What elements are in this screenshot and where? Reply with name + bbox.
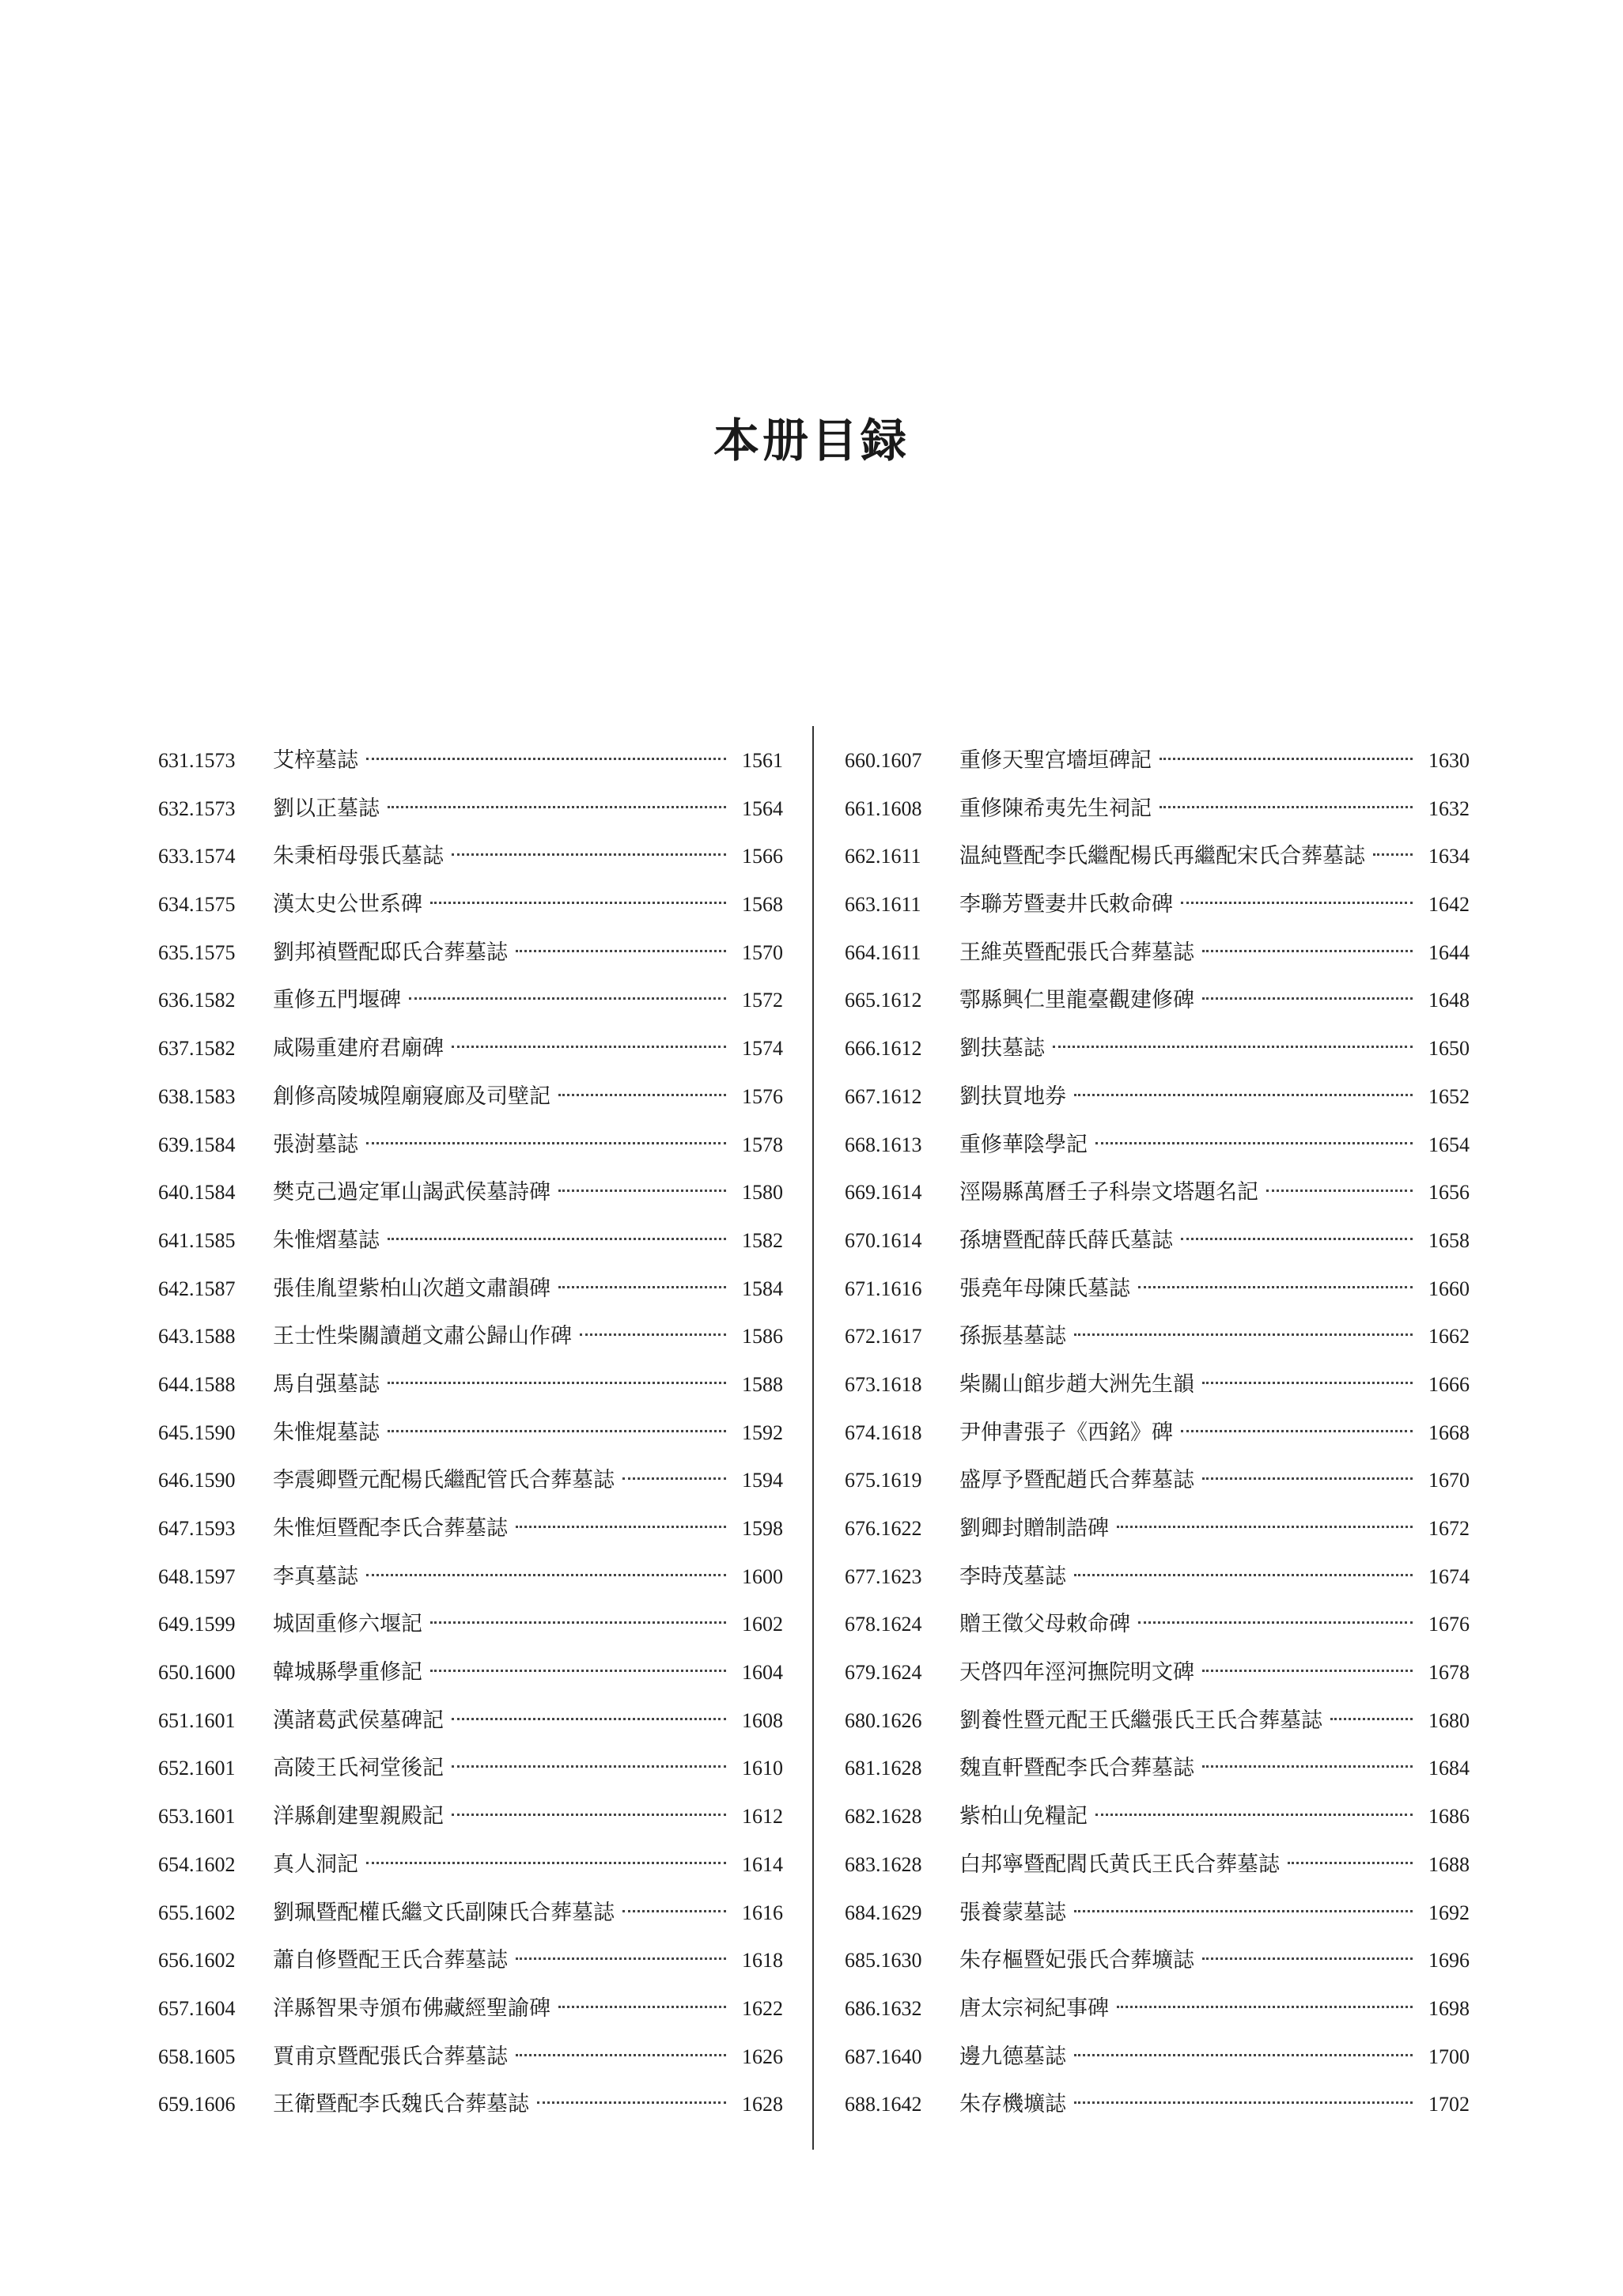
entry-page-number: 1678 bbox=[1428, 1661, 1470, 1685]
toc-entry[interactable] bbox=[158, 977, 783, 1025]
toc-entry[interactable] bbox=[158, 1361, 783, 1409]
column-divider bbox=[812, 726, 814, 2150]
entry-title: 朱存樞暨妃張氏合葬壙誌 bbox=[959, 1948, 1194, 1973]
dot-leader bbox=[516, 950, 726, 952]
entry-number: 662.1611 bbox=[845, 845, 921, 868]
toc-entry[interactable] bbox=[845, 1505, 1470, 1553]
entry-page-number: 1592 bbox=[742, 1420, 783, 1444]
entry-page-number: 1662 bbox=[1428, 1325, 1470, 1348]
entry-title: 高陵王氏祠堂後記 bbox=[273, 1756, 444, 1781]
entry-number: 676.1622 bbox=[845, 1517, 922, 1540]
entry-title: 洋縣創建聖親殿記 bbox=[273, 1804, 444, 1829]
toc-entry[interactable] bbox=[158, 1697, 783, 1746]
entry-title: 白邦寧暨配閻氏黄氏王氏合葬墓誌 bbox=[959, 1852, 1280, 1877]
entry-page-number: 1702 bbox=[1428, 2093, 1470, 2116]
entry-number: 632.1573 bbox=[158, 796, 236, 820]
entry-page-number: 1654 bbox=[1428, 1133, 1470, 1156]
dot-leader bbox=[366, 1862, 726, 1864]
entry-number: 641.1585 bbox=[158, 1228, 236, 1252]
entry-page-number: 1594 bbox=[742, 1469, 783, 1492]
toc-entry[interactable] bbox=[845, 1169, 1470, 1217]
entry-title: 邊九德墓誌 bbox=[959, 2044, 1066, 2069]
entry-number: 660.1607 bbox=[845, 749, 922, 772]
entry-number: 663.1611 bbox=[845, 893, 921, 917]
toc-left-column bbox=[158, 737, 783, 2129]
dot-leader bbox=[430, 1670, 726, 1672]
entry-page-number: 1672 bbox=[1428, 1517, 1470, 1540]
entry-title: 漢太史公世系碑 bbox=[273, 892, 422, 917]
entry-page-number: 1574 bbox=[742, 1037, 783, 1061]
entry-number: 638.1583 bbox=[158, 1084, 236, 1108]
entry-page-number: 1700 bbox=[1428, 2044, 1470, 2068]
entry-title: 尹伸書張子《西銘》碑 bbox=[959, 1420, 1173, 1445]
dot-leader bbox=[1160, 758, 1413, 760]
entry-number: 680.1626 bbox=[845, 1708, 922, 1732]
entry-title: 韓城縣學重修記 bbox=[273, 1660, 422, 1685]
entry-number: 643.1588 bbox=[158, 1325, 236, 1348]
toc-entry[interactable] bbox=[845, 1553, 1470, 1602]
dot-leader bbox=[1160, 806, 1413, 808]
dot-leader bbox=[1202, 1670, 1413, 1672]
entry-number: 648.1597 bbox=[158, 1564, 236, 1588]
dot-leader bbox=[1117, 2006, 1413, 2008]
entry-page-number: 1688 bbox=[1428, 1852, 1470, 1876]
entry-number: 666.1612 bbox=[845, 1037, 922, 1061]
toc-entry[interactable] bbox=[158, 1217, 783, 1265]
entry-page-number: 1686 bbox=[1428, 1805, 1470, 1829]
toc-entry[interactable] bbox=[845, 977, 1470, 1025]
dot-leader bbox=[452, 1046, 726, 1048]
entry-page-number: 1618 bbox=[742, 1949, 783, 1973]
dot-leader bbox=[1181, 1238, 1413, 1240]
entry-title: 柴關山館步趙大洲先生韻 bbox=[959, 1371, 1194, 1397]
toc-entry[interactable] bbox=[845, 1697, 1470, 1746]
entry-number: 679.1624 bbox=[845, 1661, 922, 1685]
toc-entry[interactable] bbox=[158, 1985, 783, 2033]
toc-entry[interactable] bbox=[845, 1025, 1470, 1073]
entry-title: 劉珮暨配權氏繼文氏副陳氏合葬墓誌 bbox=[273, 1900, 615, 1925]
dot-leader bbox=[1074, 2101, 1413, 2104]
entry-title: 朱惟焜墓誌 bbox=[273, 1420, 380, 1445]
entry-number: 645.1590 bbox=[158, 1420, 236, 1444]
entry-title: 賈甫京暨配張氏合葬墓誌 bbox=[273, 2044, 508, 2069]
entry-title: 王維英暨配張氏合葬墓誌 bbox=[959, 940, 1194, 965]
entry-page-number: 1628 bbox=[742, 2093, 783, 2116]
entry-title: 創修高陵城隍廟寢廊及司壁記 bbox=[273, 1084, 550, 1109]
page-title: 本册目録 bbox=[713, 414, 910, 467]
dot-leader bbox=[1202, 997, 1413, 1000]
toc-entry[interactable] bbox=[845, 1985, 1470, 2033]
entry-title: 重修華陰學記 bbox=[959, 1132, 1088, 1157]
toc-entry[interactable] bbox=[158, 1457, 783, 1505]
toc-entry[interactable] bbox=[158, 1073, 783, 1122]
dot-leader bbox=[1074, 1094, 1413, 1096]
toc-entry[interactable] bbox=[845, 1361, 1470, 1409]
toc-entry[interactable] bbox=[845, 737, 1470, 785]
entry-number: 678.1624 bbox=[845, 1613, 922, 1636]
entry-page-number: 1670 bbox=[1428, 1469, 1470, 1492]
entry-number: 682.1628 bbox=[845, 1805, 922, 1829]
toc-entry[interactable] bbox=[845, 1457, 1470, 1505]
toc-entry[interactable] bbox=[158, 1649, 783, 1697]
entry-number: 687.1640 bbox=[845, 2044, 922, 2068]
dot-leader bbox=[537, 2101, 726, 2104]
dot-leader bbox=[622, 1910, 726, 1912]
toc-entry[interactable] bbox=[158, 1409, 783, 1458]
entry-title: 朱惟熠墓誌 bbox=[273, 1227, 380, 1253]
entry-title: 王衛暨配李氏魏氏合葬墓誌 bbox=[273, 2092, 529, 2117]
dot-leader bbox=[452, 1718, 726, 1720]
entry-title: 重修陳希夷先生祠記 bbox=[959, 796, 1152, 821]
dot-leader bbox=[1138, 1621, 1413, 1624]
toc-entry[interactable] bbox=[158, 1122, 783, 1170]
entry-page-number: 1660 bbox=[1428, 1277, 1470, 1300]
entry-title: 劉扶買地券 bbox=[959, 1084, 1066, 1109]
toc-entry[interactable] bbox=[158, 1793, 783, 1841]
entry-number: 644.1588 bbox=[158, 1372, 236, 1396]
toc-entry[interactable] bbox=[845, 1841, 1470, 1889]
dot-leader bbox=[558, 1286, 726, 1288]
entry-title: 李真墓誌 bbox=[273, 1564, 358, 1589]
dot-leader bbox=[558, 1190, 726, 1192]
entry-page-number: 1698 bbox=[1428, 1996, 1470, 2020]
toc-entry[interactable] bbox=[845, 1217, 1470, 1265]
entry-page-number: 1696 bbox=[1428, 1949, 1470, 1973]
entry-title: 劉邦禎暨配邸氏合葬墓誌 bbox=[273, 940, 508, 965]
toc-right-column bbox=[845, 737, 1470, 2129]
entry-page-number: 1674 bbox=[1428, 1564, 1470, 1588]
entry-page-number: 1566 bbox=[742, 845, 783, 868]
toc-entry[interactable] bbox=[845, 1745, 1470, 1793]
dot-leader bbox=[1074, 2054, 1413, 2056]
dot-leader bbox=[516, 1957, 726, 1960]
entry-page-number: 1668 bbox=[1428, 1420, 1470, 1444]
entry-title: 贈王徵父母敕命碑 bbox=[959, 1612, 1130, 1637]
entry-number: 651.1601 bbox=[158, 1708, 236, 1732]
entry-title: 張佳胤望紫柏山次趙文肅韻碑 bbox=[273, 1276, 550, 1301]
dot-leader bbox=[1074, 1574, 1413, 1576]
toc-entry[interactable] bbox=[158, 1937, 783, 1985]
entry-page-number: 1578 bbox=[742, 1133, 783, 1156]
entry-title: 重修五門堰碑 bbox=[273, 988, 401, 1013]
toc-entry[interactable] bbox=[845, 1649, 1470, 1697]
entry-title: 盛厚予暨配趙氏合葬墓誌 bbox=[959, 1468, 1194, 1493]
entry-page-number: 1666 bbox=[1428, 1372, 1470, 1396]
entry-number: 661.1608 bbox=[845, 796, 922, 820]
entry-page-number: 1626 bbox=[742, 2044, 783, 2068]
toc-entry[interactable] bbox=[158, 1841, 783, 1889]
dot-leader bbox=[452, 1814, 726, 1816]
entry-number: 634.1575 bbox=[158, 893, 236, 917]
entry-page-number: 1622 bbox=[742, 1996, 783, 2020]
entry-page-number: 1680 bbox=[1428, 1708, 1470, 1732]
entry-title: 重修天聖宫墻垣碑記 bbox=[959, 748, 1152, 773]
toc-entry[interactable] bbox=[845, 929, 1470, 978]
toc-entry[interactable] bbox=[158, 2033, 783, 2082]
entry-title: 艾梓墓誌 bbox=[273, 748, 358, 773]
entry-number: 647.1593 bbox=[158, 1517, 236, 1540]
dot-leader bbox=[622, 1477, 726, 1480]
entry-title: 張養蒙墓誌 bbox=[959, 1900, 1066, 1925]
entry-number: 664.1611 bbox=[845, 940, 921, 964]
entry-page-number: 1588 bbox=[742, 1372, 783, 1396]
entry-page-number: 1572 bbox=[742, 989, 783, 1012]
dot-leader bbox=[388, 1430, 726, 1432]
toc-entry[interactable] bbox=[845, 881, 1470, 929]
dot-leader bbox=[580, 1333, 726, 1336]
entry-page-number: 1610 bbox=[742, 1757, 783, 1780]
toc-entry[interactable] bbox=[158, 1745, 783, 1793]
entry-page-number: 1600 bbox=[742, 1564, 783, 1588]
dot-leader bbox=[1095, 1142, 1413, 1144]
dot-leader bbox=[1202, 1765, 1413, 1768]
entry-page-number: 1692 bbox=[1428, 1901, 1470, 1924]
toc-entry[interactable] bbox=[158, 1553, 783, 1602]
dot-leader bbox=[409, 997, 726, 1000]
entry-number: 668.1613 bbox=[845, 1133, 922, 1156]
toc-entry[interactable] bbox=[845, 1409, 1470, 1458]
dot-leader bbox=[1202, 950, 1413, 952]
entry-number: 684.1629 bbox=[845, 1901, 922, 1924]
entry-page-number: 1634 bbox=[1428, 845, 1470, 868]
dot-leader bbox=[1266, 1190, 1413, 1192]
toc-entry[interactable] bbox=[158, 785, 783, 834]
entry-number: 635.1575 bbox=[158, 940, 236, 964]
toc-entry[interactable] bbox=[845, 785, 1470, 834]
entry-page-number: 1614 bbox=[742, 1852, 783, 1876]
toc-entry[interactable] bbox=[158, 1025, 783, 1073]
entry-page-number: 1648 bbox=[1428, 989, 1470, 1012]
dot-leader bbox=[430, 1621, 726, 1624]
toc-entry[interactable] bbox=[845, 833, 1470, 881]
entry-title: 唐太宗祠紀事碑 bbox=[959, 1995, 1109, 2021]
entry-page-number: 1676 bbox=[1428, 1613, 1470, 1636]
entry-title: 鄠縣興仁里龍臺觀建修碑 bbox=[959, 988, 1194, 1013]
entry-title: 劉扶墓誌 bbox=[959, 1036, 1045, 1061]
entry-number: 640.1584 bbox=[158, 1181, 236, 1205]
entry-page-number: 1568 bbox=[742, 893, 783, 917]
dot-leader bbox=[388, 1382, 726, 1384]
toc-entry[interactable] bbox=[845, 1313, 1470, 1361]
entry-title: 漢諸葛武侯墓碑記 bbox=[273, 1708, 444, 1733]
toc-entry[interactable] bbox=[845, 2033, 1470, 2082]
entry-page-number: 1561 bbox=[742, 749, 783, 772]
entry-title: 李時茂墓誌 bbox=[959, 1564, 1066, 1589]
entry-title: 劉以正墓誌 bbox=[273, 796, 380, 821]
entry-title: 張堯年母陳氏墓誌 bbox=[959, 1276, 1130, 1301]
entry-number: 639.1584 bbox=[158, 1133, 236, 1156]
dot-leader bbox=[366, 1574, 726, 1576]
entry-page-number: 1608 bbox=[742, 1708, 783, 1732]
entry-number: 688.1642 bbox=[845, 2093, 922, 2116]
entry-number: 670.1614 bbox=[845, 1228, 922, 1252]
dot-leader bbox=[452, 853, 726, 856]
entry-page-number: 1644 bbox=[1428, 940, 1470, 964]
dot-leader bbox=[430, 902, 726, 904]
entry-title: 天啓四年涇河撫院明文碑 bbox=[959, 1660, 1194, 1685]
toc-entry[interactable] bbox=[158, 1601, 783, 1649]
dot-leader bbox=[366, 1142, 726, 1144]
dot-leader bbox=[1053, 1046, 1413, 1048]
entry-number: 656.1602 bbox=[158, 1949, 236, 1973]
entry-title: 魏直軒暨配李氏合葬墓誌 bbox=[959, 1756, 1194, 1781]
entry-title: 洋縣智果寺頒布佛藏經聖諭碑 bbox=[273, 1995, 550, 2021]
dot-leader bbox=[516, 2054, 726, 2056]
dot-leader bbox=[558, 2006, 726, 2008]
toc-entry[interactable] bbox=[158, 833, 783, 881]
entry-title: 劉養性暨元配王氏繼張氏王氏合葬墓誌 bbox=[959, 1708, 1322, 1733]
entry-number: 659.1606 bbox=[158, 2093, 236, 2116]
dot-leader bbox=[388, 806, 726, 808]
toc-entry[interactable] bbox=[158, 1505, 783, 1553]
entry-number: 646.1590 bbox=[158, 1469, 236, 1492]
entry-number: 677.1623 bbox=[845, 1564, 922, 1588]
entry-number: 685.1630 bbox=[845, 1949, 922, 1973]
entry-number: 655.1602 bbox=[158, 1901, 236, 1924]
entry-page-number: 1684 bbox=[1428, 1757, 1470, 1780]
entry-number: 636.1582 bbox=[158, 989, 236, 1012]
entry-title: 張澍墓誌 bbox=[273, 1132, 358, 1157]
entry-page-number: 1582 bbox=[742, 1228, 783, 1252]
entry-number: 657.1604 bbox=[158, 1996, 236, 2020]
entry-title: 李聯芳暨妻井氏敕命碑 bbox=[959, 892, 1173, 917]
toc-entry[interactable] bbox=[158, 881, 783, 929]
entry-number: 642.1587 bbox=[158, 1277, 236, 1300]
toc-entry[interactable] bbox=[158, 737, 783, 785]
entry-page-number: 1598 bbox=[742, 1517, 783, 1540]
entry-number: 686.1632 bbox=[845, 1996, 922, 2020]
entry-page-number: 1586 bbox=[742, 1325, 783, 1348]
entry-number: 669.1614 bbox=[845, 1181, 922, 1205]
dot-leader bbox=[1202, 1382, 1413, 1384]
entry-number: 675.1619 bbox=[845, 1469, 922, 1492]
entry-page-number: 1612 bbox=[742, 1805, 783, 1829]
entry-page-number: 1580 bbox=[742, 1181, 783, 1205]
entry-title: 朱惟烜暨配李氏合葬墓誌 bbox=[273, 1516, 508, 1541]
toc-entry[interactable] bbox=[845, 1265, 1470, 1314]
entry-page-number: 1602 bbox=[742, 1613, 783, 1636]
entry-number: 665.1612 bbox=[845, 989, 922, 1012]
entry-title: 真人洞記 bbox=[273, 1852, 358, 1877]
entry-title: 樊克己過定軍山謁武侯墓詩碑 bbox=[273, 1180, 550, 1205]
entry-number: 650.1600 bbox=[158, 1661, 236, 1685]
entry-number: 672.1617 bbox=[845, 1325, 922, 1348]
dot-leader bbox=[388, 1238, 726, 1240]
dot-leader bbox=[1373, 853, 1413, 856]
entry-page-number: 1604 bbox=[742, 1661, 783, 1685]
entry-title: 咸陽重建府君廟碑 bbox=[273, 1036, 444, 1061]
toc-entry[interactable] bbox=[845, 1793, 1470, 1841]
entry-title: 紫柏山免糧記 bbox=[959, 1804, 1088, 1829]
dot-leader bbox=[516, 1526, 726, 1528]
dot-leader bbox=[558, 1094, 726, 1096]
toc-entry[interactable] bbox=[845, 1889, 1470, 1938]
entry-page-number: 1632 bbox=[1428, 796, 1470, 820]
dot-leader bbox=[1138, 1286, 1413, 1288]
entry-title: 朱秉栢母張氏墓誌 bbox=[273, 844, 444, 869]
dot-leader bbox=[1095, 1814, 1413, 1816]
toc-entry[interactable] bbox=[845, 1073, 1470, 1122]
dot-leader bbox=[1181, 902, 1413, 904]
entry-page-number: 1650 bbox=[1428, 1037, 1470, 1061]
entry-number: 658.1605 bbox=[158, 2044, 236, 2068]
entry-page-number: 1642 bbox=[1428, 893, 1470, 917]
toc-entry[interactable] bbox=[158, 1313, 783, 1361]
entry-title: 朱存機壙誌 bbox=[959, 2092, 1066, 2117]
dot-leader bbox=[1117, 1526, 1413, 1528]
dot-leader bbox=[1181, 1430, 1413, 1432]
entry-number: 674.1618 bbox=[845, 1420, 922, 1444]
entry-page-number: 1616 bbox=[742, 1901, 783, 1924]
entry-title: 城固重修六堰記 bbox=[273, 1612, 422, 1637]
entry-page-number: 1656 bbox=[1428, 1181, 1470, 1205]
entry-number: 631.1573 bbox=[158, 749, 236, 772]
entry-number: 652.1601 bbox=[158, 1757, 236, 1780]
toc-entry[interactable] bbox=[158, 1889, 783, 1938]
entry-title: 孫振基墓誌 bbox=[959, 1324, 1066, 1349]
entry-title: 馬自强墓誌 bbox=[273, 1371, 380, 1397]
entry-number: 649.1599 bbox=[158, 1613, 236, 1636]
entry-number: 654.1602 bbox=[158, 1852, 236, 1876]
dot-leader bbox=[452, 1765, 726, 1768]
entry-page-number: 1576 bbox=[742, 1084, 783, 1108]
toc-entry[interactable] bbox=[158, 1265, 783, 1314]
dot-leader bbox=[1074, 1333, 1413, 1336]
dot-leader bbox=[1202, 1477, 1413, 1480]
toc-entry[interactable] bbox=[845, 1601, 1470, 1649]
dot-leader bbox=[1330, 1718, 1413, 1720]
entry-title: 王士性柴關讀趙文肅公歸山作碑 bbox=[273, 1324, 572, 1349]
entry-number: 667.1612 bbox=[845, 1084, 922, 1108]
dot-leader bbox=[1288, 1862, 1413, 1864]
dot-leader bbox=[1202, 1957, 1413, 1960]
entry-page-number: 1570 bbox=[742, 940, 783, 964]
entry-page-number: 1630 bbox=[1428, 749, 1470, 772]
entry-page-number: 1584 bbox=[742, 1277, 783, 1300]
entry-number: 681.1628 bbox=[845, 1757, 922, 1780]
toc-entry[interactable] bbox=[158, 929, 783, 978]
entry-title: 蕭自修暨配王氏合葬墓誌 bbox=[273, 1948, 508, 1973]
entry-number: 671.1616 bbox=[845, 1277, 922, 1300]
toc-entry[interactable] bbox=[158, 1169, 783, 1217]
dot-leader bbox=[366, 758, 726, 760]
entry-title: 涇陽縣萬曆壬子科崇文塔題名記 bbox=[959, 1180, 1258, 1205]
entry-number: 633.1574 bbox=[158, 845, 236, 868]
entry-number: 653.1601 bbox=[158, 1805, 236, 1829]
entry-title: 李震卿暨元配楊氏繼配管氏合葬墓誌 bbox=[273, 1468, 615, 1493]
toc-entry[interactable] bbox=[158, 2081, 783, 2129]
entry-page-number: 1564 bbox=[742, 796, 783, 820]
entry-title: 劉卿封贈制誥碑 bbox=[959, 1516, 1109, 1541]
dot-leader bbox=[1074, 1910, 1413, 1912]
toc-entry[interactable] bbox=[845, 2081, 1470, 2129]
entry-page-number: 1658 bbox=[1428, 1228, 1470, 1252]
toc-entry[interactable] bbox=[845, 1122, 1470, 1170]
entry-number: 673.1618 bbox=[845, 1372, 922, 1396]
entry-page-number: 1652 bbox=[1428, 1084, 1470, 1108]
entry-title: 孫塘暨配薛氏薛氏墓誌 bbox=[959, 1227, 1173, 1253]
entry-title: 温純暨配李氏繼配楊氏再繼配宋氏合葬墓誌 bbox=[959, 844, 1365, 869]
toc-entry[interactable] bbox=[845, 1937, 1470, 1985]
entry-number: 683.1628 bbox=[845, 1852, 922, 1876]
entry-number: 637.1582 bbox=[158, 1037, 236, 1061]
